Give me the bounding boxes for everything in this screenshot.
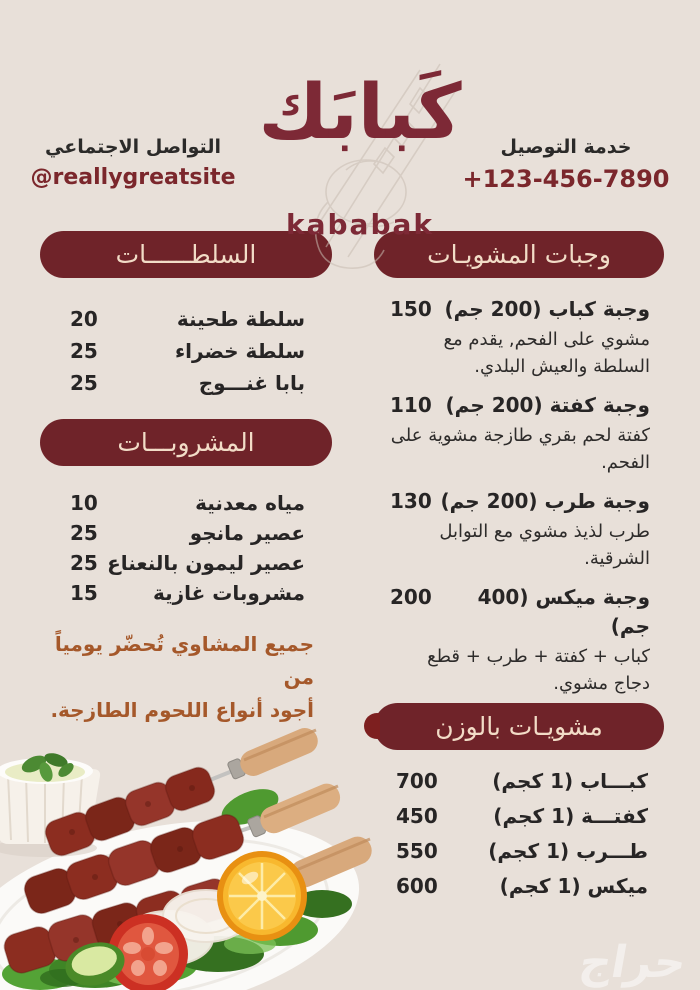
item-price: 25: [70, 339, 98, 363]
note-line: أجود أنواع اللحوم الطازجة.: [50, 698, 314, 722]
by-weight-list: [374, 763, 664, 903]
item-description: كباب + كفتة + طرب + قطع دجاج مشوي.: [427, 646, 650, 694]
item-description: طرب لذيذ مشوي مع التوابل الشرقية.: [439, 521, 650, 569]
social-label: التواصل الاجتماعي: [45, 136, 221, 158]
by-weight-header-pill: مشويـات بالوزن: [374, 703, 664, 750]
menu-item-row: [374, 833, 664, 868]
meal-item: [374, 295, 664, 380]
menu-item-row: [40, 548, 332, 578]
social-handle: @reallygreatsite: [30, 165, 236, 190]
item-name: ميكس (1 كجم): [499, 873, 648, 898]
item-price: 130: [390, 489, 432, 513]
meal-item: [374, 583, 664, 697]
item-name: سلطة طحينة: [176, 307, 305, 331]
meals-list: [374, 295, 664, 697]
item-price: 25: [70, 521, 98, 545]
salads-list: [40, 303, 332, 399]
item-name: وجبة كباب (200 جم): [444, 297, 650, 321]
drinks-list: [40, 488, 332, 608]
menu-item-row: [40, 303, 332, 335]
note-line: جميع المشاوي تُحضّر يومياً من: [54, 632, 314, 689]
item-price: 10: [70, 491, 98, 515]
haraj-watermark: حراج: [575, 937, 691, 988]
section-grilled-by-weight: [374, 703, 664, 903]
menu-item-row: [40, 578, 332, 608]
delivery-label: خدمة التوصيل: [500, 136, 632, 158]
menu-item-row: [40, 518, 332, 548]
menu-item-row: [374, 868, 664, 903]
item-price: 150: [390, 297, 432, 321]
item-name: طـــرب (1 كجم): [488, 838, 648, 863]
item-price: 25: [70, 551, 98, 575]
section-grilled-meals: [374, 231, 664, 708]
item-name: عصير مانجو: [189, 521, 305, 545]
kebab-skewers-photo: [0, 712, 380, 990]
item-price: 550: [396, 838, 438, 863]
menu-item-row: [374, 763, 664, 798]
social-contact-block: [26, 136, 240, 190]
section-drinks: [40, 419, 332, 608]
item-price: 20: [70, 307, 98, 331]
menu-item-row: [374, 798, 664, 833]
menu-item-row: [40, 488, 332, 518]
drinks-header-pill: المشروبـــات: [40, 419, 332, 466]
item-description: مشوي على الفحم, يقدم مع السلطة والعيش البلدي.: [443, 329, 650, 377]
item-price: 450: [396, 803, 438, 828]
meals-header-pill: وجبات المشويـات: [374, 231, 664, 278]
item-price: 15: [70, 581, 98, 605]
brand-name-arabic: كَبابَك: [258, 67, 462, 156]
item-name: كبـــاب (1 كجم): [492, 768, 648, 793]
meal-item: [374, 391, 664, 476]
item-price: 700: [396, 768, 438, 793]
item-name: مياه معدنية: [195, 491, 305, 515]
brand-logo: [235, 38, 485, 241]
item-name: وجبة ميكس (400 جم): [477, 585, 650, 638]
item-name: كفتـــة (1 كجم): [493, 803, 648, 828]
menu-item-row: [40, 367, 332, 399]
meal-item: [374, 487, 664, 572]
item-name: بابا غنـــوج: [198, 371, 305, 395]
delivery-phone: +123-456-7890: [462, 165, 670, 193]
menu-item-row: [40, 335, 332, 367]
item-name: سلطة خضراء: [174, 339, 305, 363]
item-name: مشروبات غازية: [152, 581, 305, 605]
item-price: 200: [390, 585, 432, 609]
salads-header-pill: السلطــــــات: [40, 231, 332, 278]
item-price: 110: [390, 393, 432, 417]
delivery-contact-block: [454, 136, 678, 193]
item-name: عصير ليمون بالنعناع: [107, 551, 305, 575]
item-name: وجبة كفتة (200 جم): [445, 393, 650, 417]
brand-name-latin: kababak: [285, 208, 434, 241]
item-price: 25: [70, 371, 98, 395]
item-description: كفتة لحم بقري طازجة مشوية على الفحم.: [390, 425, 650, 473]
item-name: وجبة طرب (200 جم): [440, 489, 650, 513]
item-price: 600: [396, 873, 438, 898]
